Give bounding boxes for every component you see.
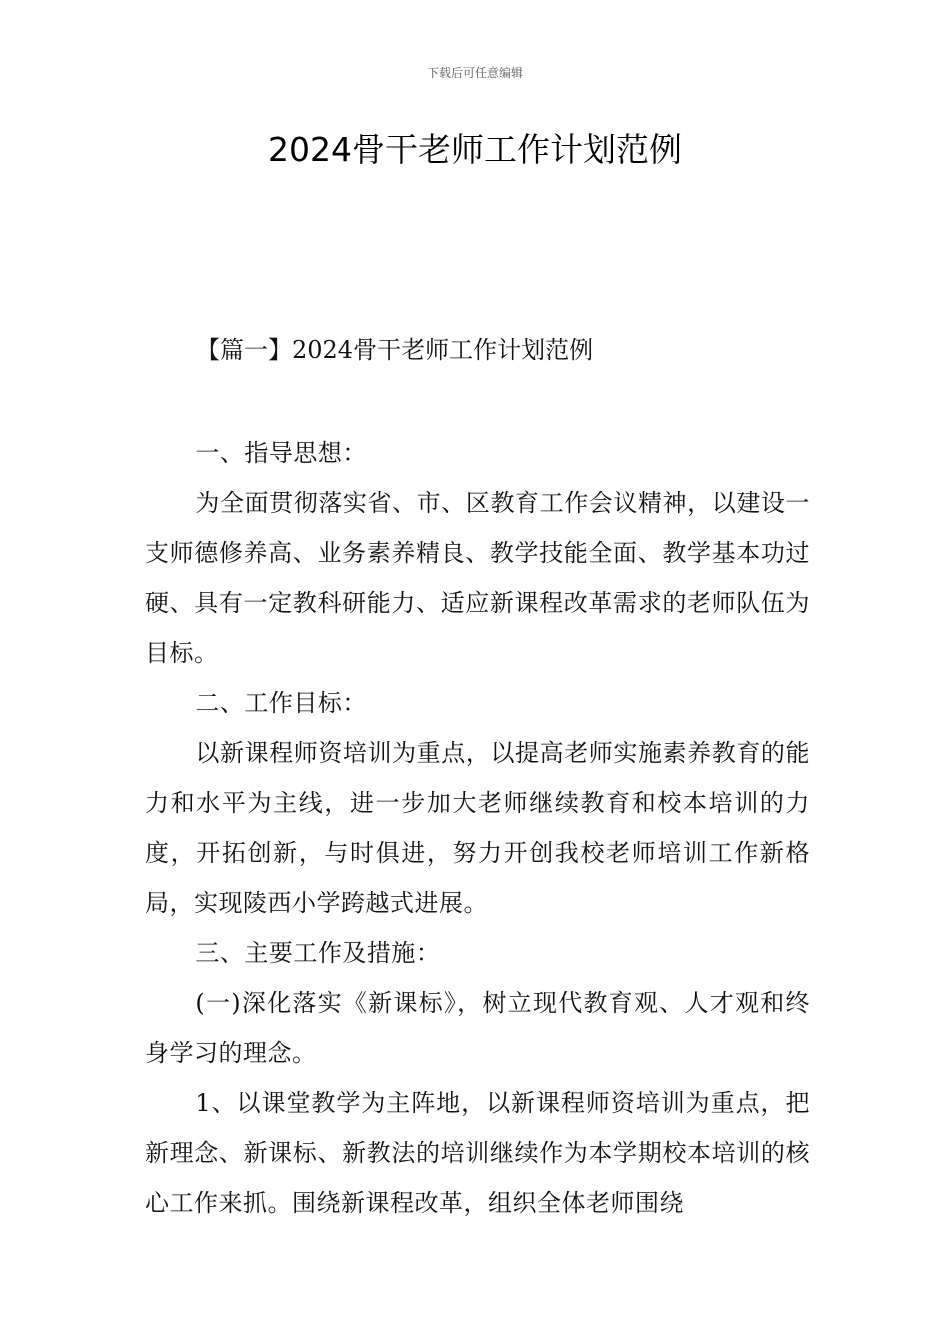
paragraph-measure-1: (一)深化落实《新课标》，树立现代教育观、人才观和终身学习的理念。 — [145, 989, 810, 1067]
heading-main-measures: 三、主要工作及措施： — [195, 939, 441, 967]
header-note: 下载后可任意编辑 — [426, 66, 523, 80]
paragraph-work-goals: 以新课程师资培训为重点，以提高老师实施素养教育的能力和水平为主线，进一步加大老师继续教育和校本培训的力度，开拓创新，与时俱进，努力开创我校老师培训工作新格局，实现陵西小学跨越式进展。 — [145, 739, 810, 917]
section-heading: 【篇一】2024骨干老师工作计划范例 — [196, 336, 594, 364]
paragraph-guiding-ideology: 为全面贯彻落实省、市、区教育工作会议精神，以建设一支师德修养高、业务素养精良、教学技能全面、教学基本功过硬、具有一定教科研能力、适应新课程改革需求的老师队伍为目标。 — [145, 489, 810, 667]
heading-work-goals: 二、工作目标： — [195, 689, 367, 717]
document-body — [145, 428, 810, 1228]
document-title: 2024骨干老师工作计划范例 — [268, 130, 682, 169]
paragraph-measure-1-item-1: 1、以课堂教学为主阵地，以新课程师资培训为重点，把新理念、新课标、新教法的培训继续作为本学期校本培训的核心工作来抓。围绕新课程改革，组织全体老师围绕 — [145, 1089, 810, 1217]
heading-guiding-ideology: 一、指导思想： — [195, 439, 367, 467]
